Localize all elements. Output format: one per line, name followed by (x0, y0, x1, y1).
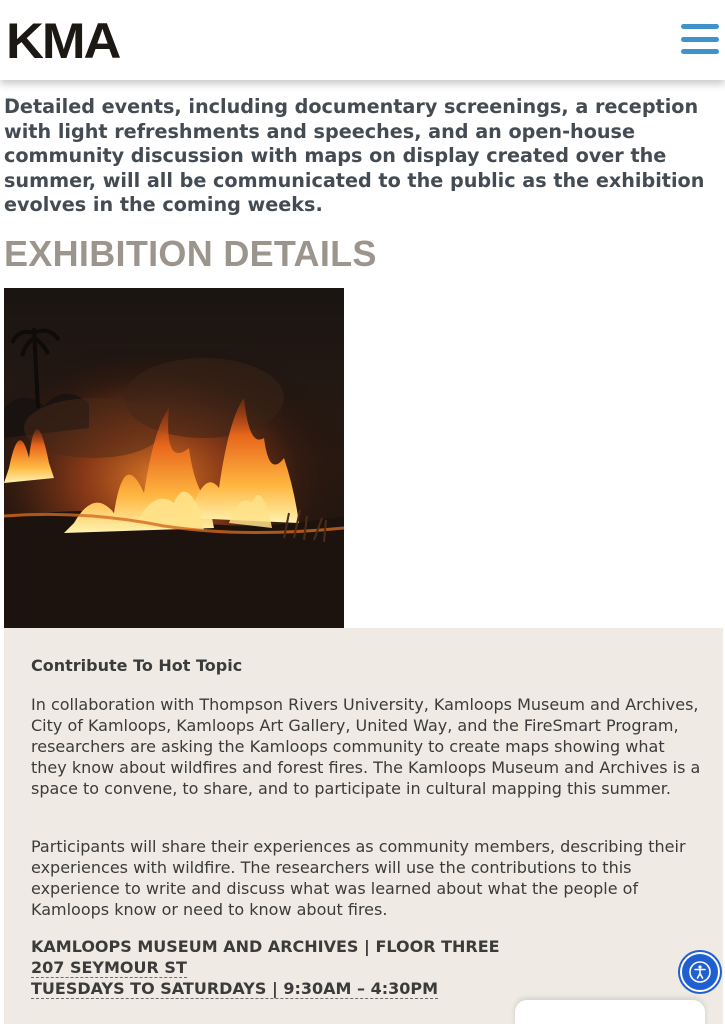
menu-bar-bottom (681, 49, 719, 54)
contribute-panel (4, 628, 723, 1024)
panel-paragraph-1: In collaboration with Thompson Rivers University, Kamloops Museum and Archives, City of Kamloops, Kamloops Art Gallery, United Way, and the FireSmart Program, researchers are asking the Kamloops community to create maps showing what they know about wildfires and forest fires. The Kamloops Museum and Archives is a space to convene, to share, and to participate in cultural mapping this summer. (31, 695, 701, 798)
accessibility-icon[interactable] (680, 952, 720, 992)
hours-link[interactable]: TUESDAYS TO SATURDAYS | 9:30AM – 4:30PM (31, 979, 439, 998)
site-header (0, 0, 725, 80)
hamburger-menu-icon[interactable] (681, 24, 719, 54)
intro-paragraph: Detailed events, including documentary screenings, a reception with light refreshments and speeches, and an open-house community discussion with maps on display created over the summer, will all be communicated to the public as the exhibition evolves in the coming weeks. (4, 95, 705, 217)
venue-location: KAMLOOPS MUSEUM AND ARCHIVES | FLOOR THREE (31, 937, 500, 956)
panel-paragraph-2: Participants will share their experiences as community members, describing their experiences with wildfire. The researchers will use the contributions to this experience to write and discuss what was learned about what the people of Kamloops know or need to know about fires. (31, 837, 686, 919)
accessibility-figure-icon (688, 960, 712, 984)
kma-logo[interactable]: KMA (6, 13, 120, 69)
wildfire-illustration (4, 288, 344, 628)
menu-bar-middle (681, 37, 719, 42)
section-title: EXHIBITION DETAILS (4, 233, 377, 274)
wildfire-image (4, 288, 344, 628)
address-link[interactable]: 207 SEYMOUR ST (31, 958, 187, 977)
venue-info (31, 936, 500, 999)
menu-bar-top (681, 24, 719, 29)
chat-widget-tab[interactable] (515, 1000, 705, 1024)
panel-title: Contribute To Hot Topic (31, 656, 243, 675)
